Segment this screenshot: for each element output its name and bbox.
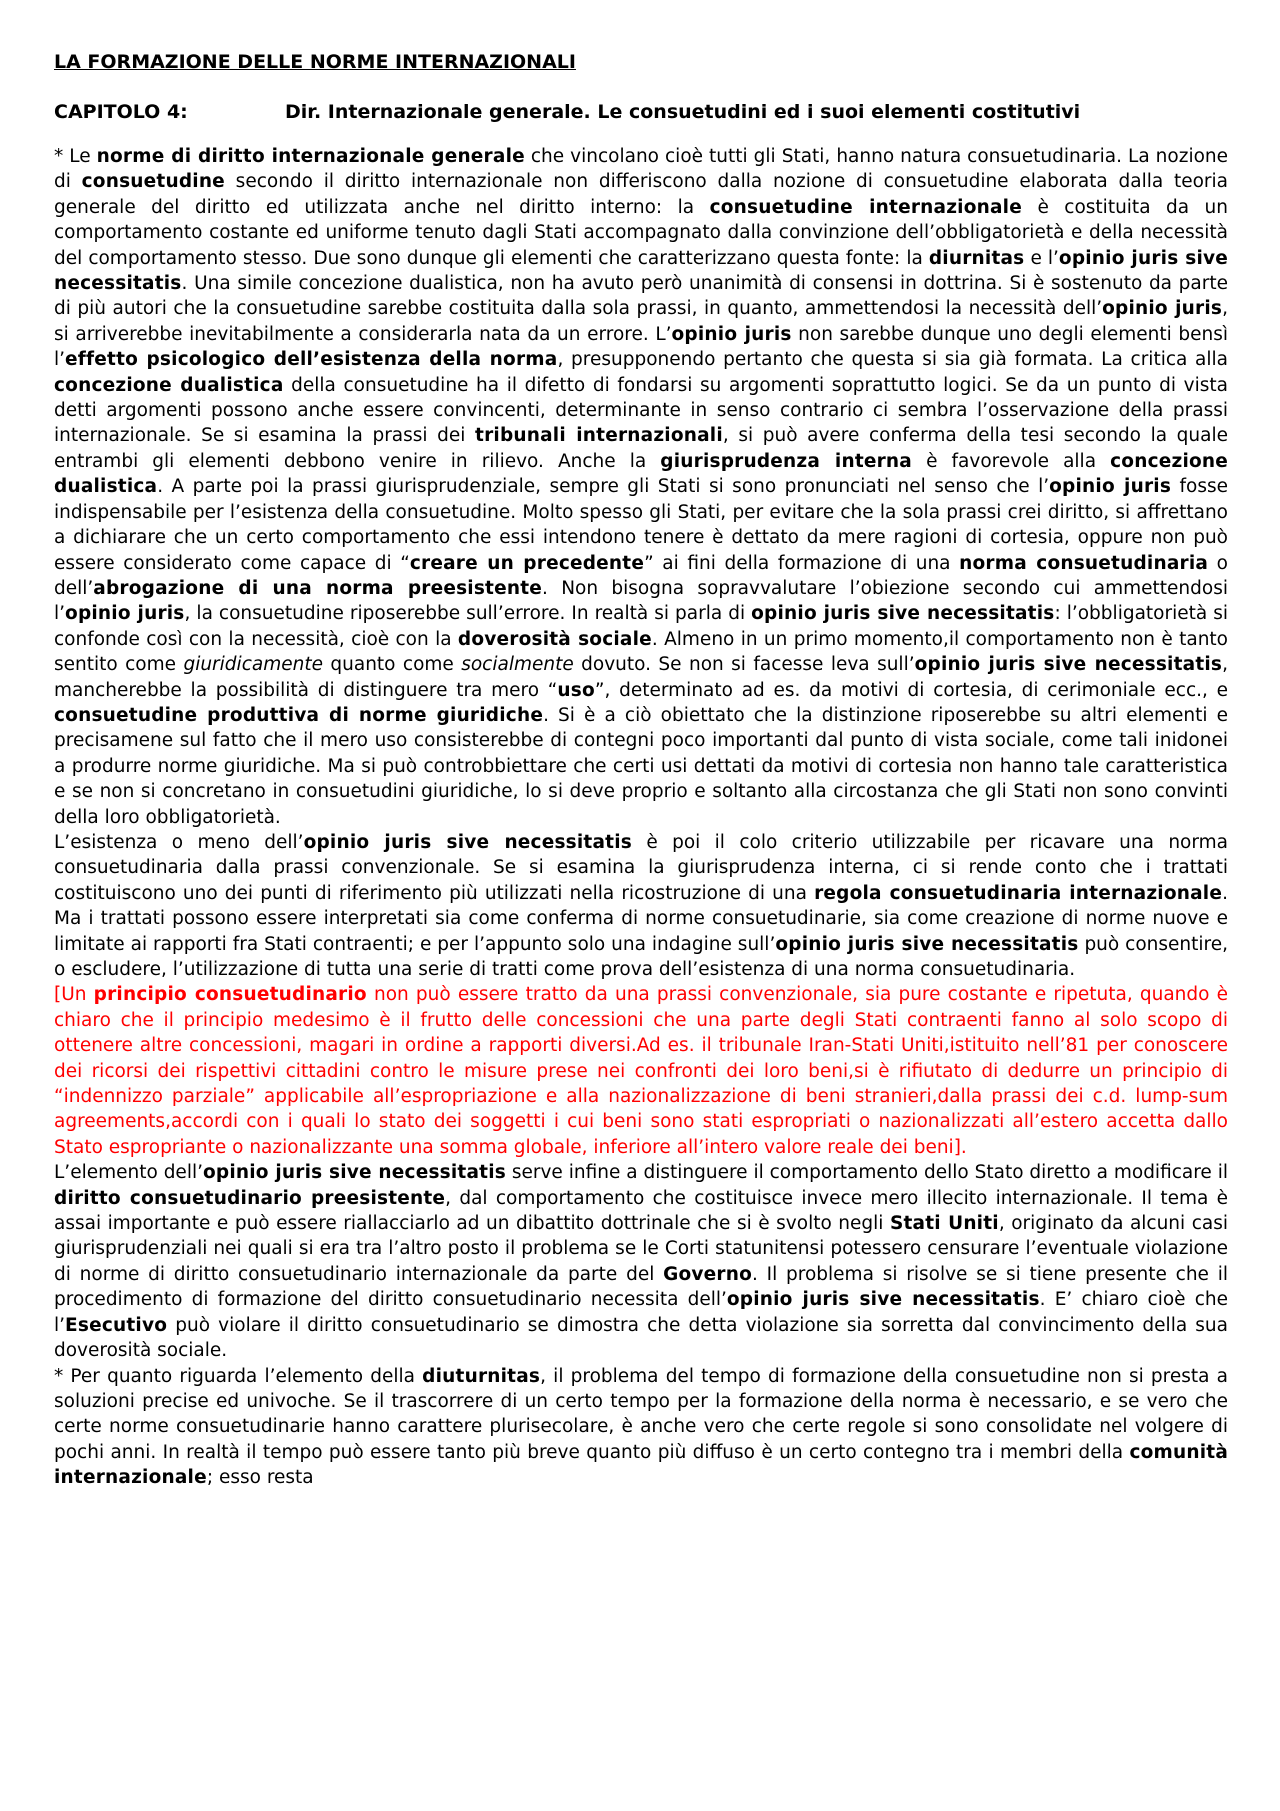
paragraph (54, 1160, 1228, 1363)
text-run: L’esistenza o meno dell’ (54, 831, 304, 853)
bold-term: opinio juris (1102, 298, 1223, 320)
text-run: è poi il colo criterio utilizzabile per ricavare una norma consuetudinaria dalla prassi convenzionale. Se si esamina la giurisprudenza interna, ci si rende conto che i trattati costituiscono uno dei punti di riferimento più utilizzati nella ricostruzione di una (54, 831, 1229, 904)
bold-term: opinio juris sive necessitatis (751, 603, 1055, 625)
bold-term: opinio juris (1049, 476, 1172, 498)
text-run: secondo il diritto internazionale non differiscono dalla nozione di consuetudine elaborata dalla teoria generale del diritto ed utilizzata anche nel diritto interno: la (54, 171, 1228, 218)
bold-term: tribunali internazionali (475, 425, 723, 447)
chapter-label: CAPITOLO 4: (54, 101, 188, 123)
text-run: . Il problema si risolve se si tiene presente che il procedimento di formazione del diritto consuetudinario necessita dell’ (54, 1263, 1228, 1311)
bold-term: norme di diritto internazionale generale (96, 146, 525, 167)
bold-term: diritto consuetudinario preesistente (54, 1187, 446, 1209)
text-run: e l’ (1024, 247, 1059, 269)
text-run: ; esso resta (206, 1467, 314, 1489)
text-run: [Un (54, 984, 94, 1006)
chapter-heading (54, 100, 1228, 124)
bold-term: abrogazione di una norma preesistente (93, 577, 542, 599)
text-run: può consentire, o escludere, l’utilizzazione di tutta una serie di tratti come prova dell’esistenza di una norma consuetudinaria. (54, 933, 1228, 980)
text-run: , mancherebbe la possibilità di distinguere tra mero “ (54, 654, 1229, 701)
paragraph (54, 830, 1228, 982)
text-run: , si arriverebbe inevitabilmente a considerarla nata da un errore. L’ (54, 298, 1228, 345)
bold-term: Esecutivo (65, 1314, 168, 1336)
text-run: . Almeno in un primo momento,il comportamento non è tanto sentito come (54, 628, 1229, 676)
bold-term: effetto psicologico dell’esistenza della norma (65, 349, 558, 371)
text-run: * Per quanto riguarda l’elemento della (54, 1365, 423, 1387)
text-run: ” ai fini della formazione di una (644, 552, 960, 574)
bold-term: doverosità sociale (457, 628, 652, 650)
bold-term: opinio juris sive necessitatis (303, 831, 632, 853)
text-run: ”, determinato ad es. da motivi di cortesia, di cerimoniale ecc., e (594, 679, 1229, 701)
bold-term: comunità internazionale (54, 1441, 1228, 1489)
text-run: . E’ chiaro cioè che l’ (54, 1289, 1229, 1336)
text-run: che vincolano cioè tutti gli Stati, hanno natura consuetudinaria. La nozione di (54, 146, 1229, 193)
body-text (54, 144, 1228, 1491)
text-run: è costituita da un comportamento costante ed uniforme tenuto dagli Stati accompagnato dalla convinzione dell’obbligatorietà e della necessità del comportamento stesso. Due sono dunque gli elementi che caratterizzano questa fonte: la (54, 196, 1229, 269)
bold-term: regola consuetudinaria internazionale (814, 882, 1223, 904)
text-run: non può essere tratto da una prassi convenzionale, sia pure costante e ripetuta, quando è chiaro che il principio medesimo è il frutto delle concessioni che una parte degli Stati contraenti fanno al solo scopo di ottenere altre concessioni, magari in ordine a rapporti diversi.Ad es. il tribunale Iran-Stati Uniti,istituito nell’81 per conoscere dei ricorsi dei rispettivi cittadini contro le misure prese nei confronti dei loro beni,si è rifiutato di dedurre un principio di “indennizzo parziale” applicabile all’espropriazione e alla nazionalizzazione di beni stranieri,dalla prassi dei c.d. lump-sum agreements,accordi con i quali lo stato dei soggetti i cui beni sono stati espropriati o nazionalizzati all’estero accetta dallo Stato espropriante o nazionalizzante una somma globale, inferiore all’intero valore reale dei beni]. (54, 984, 1228, 1158)
text-run: . Non bisogna sopravvalutare l’obiezione secondo cui ammettendosi l’ (54, 577, 1228, 625)
bold-term: diuturnitas (422, 1365, 541, 1387)
bold-term: Stati Uniti (889, 1213, 999, 1235)
bold-term: concezione dualistica (54, 450, 1229, 498)
text-run: o dell’ (54, 552, 1228, 599)
text-run: , la consuetudine riposerebbe sull’errore. In realtà si parla di (184, 603, 752, 625)
text-run: , il problema del tempo di formazione della consuetudine non si presta a soluzioni precise ed univoche. Se il trascorrere di un certo tempo per la formazione della norma è necessario, e se vero che certe norme consuetudinarie hanno carattere plurisecolare, è anche vero che certe regole si sono consolidate nel volgere di pochi anni. In realtà il tempo può essere tanto più breve quanto più diffuso è un certo contegno tra i membri della (54, 1365, 1228, 1463)
text-run: . Una simile concezione dualistica, non ha avuto però unanimità di consensi in dottrina. Si è sostenuto da parte di più autori che la consuetudine sarebbe costituita dalla sola prassi, in quanto, ammettendosi la necessità dell’ (54, 273, 1228, 320)
text-run: , dal comportamento che costituisce invece mero illecito internazionale. Il tema è assai importante e può essere riallacciarlo ad un dibattito dottrinale che si è svolto negli (54, 1187, 1228, 1235)
bold-term: concezione dualistica (54, 374, 284, 396)
bold-term: consuetudine internazionale (709, 196, 1022, 218)
paragraph (54, 1364, 1228, 1491)
bold-term: principio consuetudinario (93, 984, 367, 1006)
bold-term: opinio juris (65, 603, 185, 625)
text-run: : l’obbligatorietà si confonde così con la necessità, cioè con la (54, 603, 1228, 650)
bold-term: opinio juris sive necessitatis (726, 1289, 1040, 1311)
text-run: fosse indispensabile per l’esistenza della consuetudine. Molto spesso gli Stati, per evitare che la sola prassi crei diritto, si affrettano a dichiarare che un certo comportamento che essi intendono tenere è dettato da mere ragioni di cortesia, oppure non può essere considerato come capace di “ (54, 476, 1228, 574)
text-run: . A parte poi la prassi giurisprudenziale, sempre gli Stati si sono pronunciati nel senso che l’ (157, 476, 1050, 498)
paragraph (54, 144, 1228, 830)
bold-term: consuetudine (81, 171, 225, 193)
paragraph (54, 982, 1228, 1160)
bold-term: creare un precedente (409, 552, 645, 574)
bold-term: giurisprudenza interna (660, 450, 912, 472)
text-run: dovuto. Se non si facesse leva sull’ (573, 654, 915, 676)
italic-term: giuridicamente (183, 654, 323, 676)
italic-term: socialmente (461, 654, 574, 676)
bold-term: opinio juris sive necessitatis (914, 654, 1223, 676)
text-run: L’elemento dell’ (54, 1162, 203, 1184)
bold-term: opinio juris sive necessitatis (54, 247, 1228, 295)
text-run: serve infine a distinguere il comportamento dello Stato diretto a modificare il (505, 1162, 1228, 1184)
bold-term: norma consuetudinaria (959, 552, 1209, 574)
bold-term: opinio juris sive necessitatis (775, 933, 1079, 955)
text-run: . Ma i trattati possono essere interpretati sia come conferma di norme consuetudinarie, sia come creazione di norme nuove e limitate ai rapporti fra Stati contraenti; e per l’appunto solo una indagine sull’ (54, 882, 1228, 955)
bold-term: diurnitas (928, 247, 1025, 269)
text-run: quanto come (322, 654, 462, 676)
text-run: , originato da alcuni casi giurisprudenziali nei quali si era tra l’altro posto il problema se le Corti statunitensi potessero censurare l’eventuale violazione di norme di diritto consuetudinario internazionale da parte del (54, 1213, 1228, 1285)
document-title: LA FORMAZIONE DELLE NORME INTERNAZIONALI (54, 51, 576, 73)
bold-term: consuetudine produttiva di norme giuridiche (54, 704, 544, 726)
bold-term: opinio juris (671, 323, 792, 345)
bold-term: Governo (663, 1263, 753, 1285)
text-run: , presupponendo pertanto che questa si sia già formata. La critica alla (557, 349, 1229, 371)
bold-term: uso (557, 679, 595, 701)
text-run: non sarebbe dunque uno degli elementi bensì l’ (54, 323, 1228, 371)
bold-term: opinio juris sive necessitatis (202, 1162, 506, 1184)
text-run: della consuetudine ha il difetto di fondarsi su argomenti soprattutto logici. Se da un punto di vista detti argomenti possono anche essere convincenti, determinante in senso contrario ci sembra l’osservazione della prassi internazionale. Se si esamina la prassi dei (54, 374, 1228, 447)
chapter-title: Dir. Internazionale generale. Le consuetudini ed i suoi elementi costitutivi (285, 101, 1081, 123)
text-run: . Si è a ciò obiettato che la distinzione riposerebbe su altri elementi e precisamene sul fatto che il mero uso consisterebbe di contegni poco importanti dal punto di vista sociale, come tali inidonei a produrre norme giuridiche. Ma si può controbbiettare che certi usi dettati da motivi di cortesia non hanno tale caratteristica e se non si concretano in consuetudini giuridiche, lo si deve proprio e soltanto alla circostanza che gli Stati non sono convinti della loro obbligatorietà. (54, 704, 1229, 828)
text-run: può violare il diritto consuetudinario se dimostra che detta violazione sia sorretta dal convincimento della sua doverosità sociale. (54, 1314, 1228, 1362)
text-run: , si può avere conferma della tesi secondo la quale entrambi gli elementi debbono venire in rilievo. Anche la (54, 425, 1229, 472)
text-run: * Le (54, 146, 97, 167)
text-run: è favorevole alla (912, 450, 1111, 472)
